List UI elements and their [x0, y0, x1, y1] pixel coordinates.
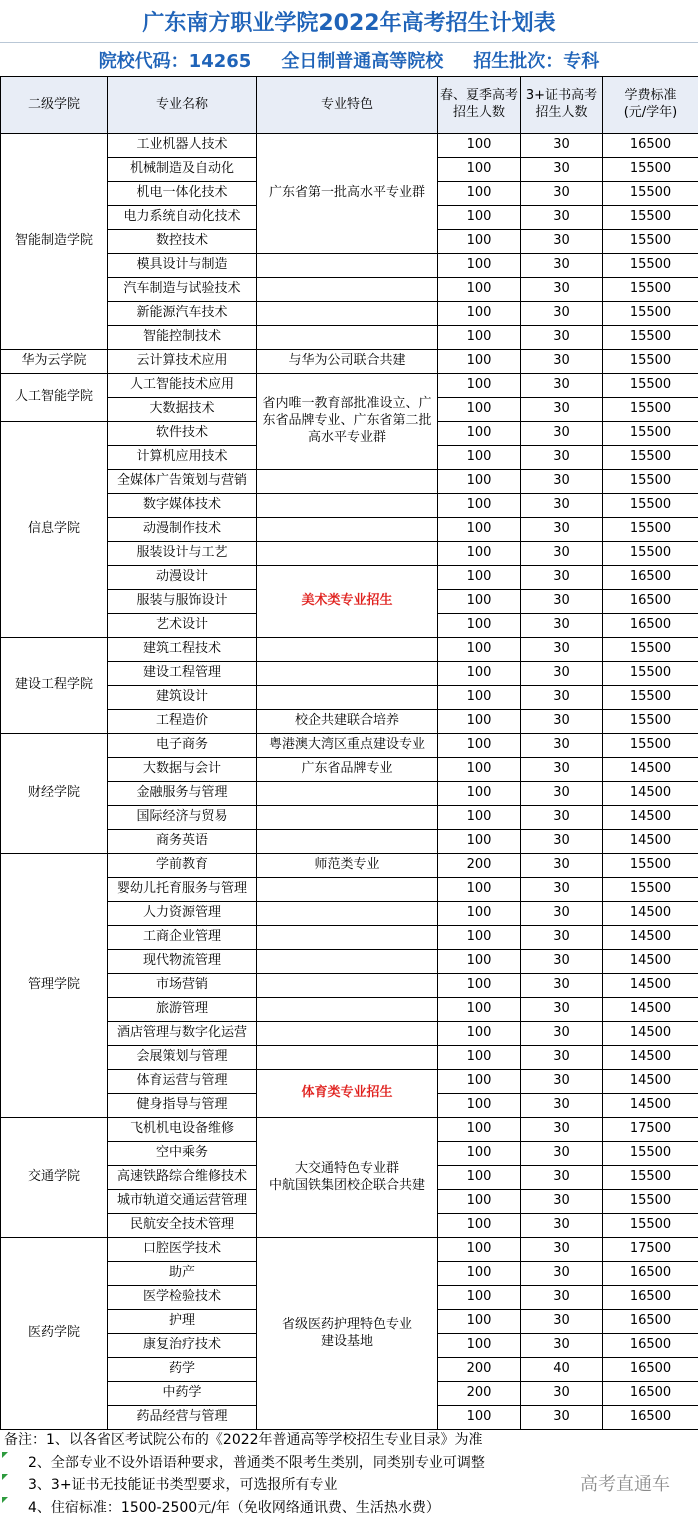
spring-summer-count-cell: 100	[438, 590, 521, 614]
spring-summer-count-cell: 100	[438, 1094, 521, 1118]
cert-count-cell: 30	[521, 374, 603, 398]
feature-cell: 粤港澳大湾区重点建设专业	[257, 734, 438, 758]
cert-count-cell: 30	[521, 254, 603, 278]
fee-cell: 16500	[603, 1358, 698, 1382]
feature-cell	[257, 806, 438, 830]
cert-count-cell: 40	[521, 1358, 603, 1382]
fee-cell: 15500	[603, 638, 698, 662]
fee-cell: 15500	[603, 422, 698, 446]
major-cell: 服装与服饰设计	[108, 590, 257, 614]
spring-summer-count-cell: 100	[438, 1190, 521, 1214]
fee-cell: 15500	[603, 446, 698, 470]
feature-cell: 校企共建联合培养	[257, 710, 438, 734]
fee-cell: 16500	[603, 1406, 698, 1430]
cert-count-cell: 30	[521, 1214, 603, 1238]
cert-count-cell: 30	[521, 614, 603, 638]
cert-count-cell: 30	[521, 590, 603, 614]
major-cell: 电力系统自动化技术	[108, 206, 257, 230]
header-cert-line1: 3+证书高考	[525, 88, 598, 104]
cert-count-cell: 30	[521, 1142, 603, 1166]
spring-summer-count-cell: 100	[438, 158, 521, 182]
cert-count-cell: 30	[521, 1238, 603, 1262]
cert-count-cell: 30	[521, 710, 603, 734]
feature-cell: 体育类专业招生	[257, 1070, 438, 1118]
spring-summer-count-cell: 100	[438, 1406, 521, 1430]
spring-summer-count-cell: 100	[438, 758, 521, 782]
major-cell: 动漫设计	[108, 566, 257, 590]
major-cell: 中药学	[108, 1382, 257, 1406]
feature-cell	[257, 974, 438, 998]
major-cell: 体育运营与管理	[108, 1070, 257, 1094]
major-cell: 大数据技术	[108, 398, 257, 422]
major-cell: 建筑工程技术	[108, 638, 257, 662]
cert-count-cell: 30	[521, 446, 603, 470]
fee-cell: 14500	[603, 902, 698, 926]
cert-count-cell: 30	[521, 1262, 603, 1286]
header-cert-line2: 招生人数	[535, 105, 588, 120]
feature-cell	[257, 1046, 438, 1070]
cert-count-cell: 30	[521, 398, 603, 422]
major-cell: 药品经营与管理	[108, 1406, 257, 1430]
cell-marker-icon	[2, 1452, 8, 1458]
admission-plan-table	[0, 76, 698, 1430]
major-cell: 建筑设计	[108, 686, 257, 710]
major-cell: 动漫制作技术	[108, 518, 257, 542]
fee-cell: 14500	[603, 974, 698, 998]
major-cell: 人工智能技术应用	[108, 374, 257, 398]
cert-count-cell: 30	[521, 1382, 603, 1406]
major-cell: 现代物流管理	[108, 950, 257, 974]
spring-summer-count-cell: 100	[438, 278, 521, 302]
spring-summer-count-cell: 100	[438, 638, 521, 662]
major-cell: 数控技术	[108, 230, 257, 254]
feature-cell	[257, 686, 438, 710]
spring-summer-count-cell: 100	[438, 1166, 521, 1190]
spring-summer-count-cell: 100	[438, 1262, 521, 1286]
fee-cell: 15500	[603, 854, 698, 878]
feature-cell	[257, 926, 438, 950]
spring-summer-count-cell: 200	[438, 1382, 521, 1406]
major-cell: 会展策划与管理	[108, 1046, 257, 1070]
cert-count-cell: 30	[521, 422, 603, 446]
spring-summer-count-cell: 100	[438, 950, 521, 974]
fee-cell: 15500	[603, 734, 698, 758]
header-major: 专业名称	[108, 77, 257, 134]
spring-summer-count-cell: 100	[438, 182, 521, 206]
spring-summer-count-cell: 100	[438, 374, 521, 398]
table-row	[1, 1238, 698, 1262]
cert-count-cell: 30	[521, 158, 603, 182]
major-cell: 机械制造及自动化	[108, 158, 257, 182]
spring-summer-count-cell: 100	[438, 446, 521, 470]
fee-cell: 16500	[603, 1262, 698, 1286]
feature-cell	[257, 782, 438, 806]
fee-cell: 16500	[603, 566, 698, 590]
spring-summer-count-cell: 100	[438, 566, 521, 590]
college-cell: 医药学院	[1, 1238, 108, 1430]
spring-summer-count-cell: 100	[438, 230, 521, 254]
fee-cell: 15500	[603, 470, 698, 494]
fee-cell: 14500	[603, 1022, 698, 1046]
spring-summer-count-cell: 100	[438, 1046, 521, 1070]
spring-summer-count-cell: 100	[438, 350, 521, 374]
spring-summer-count-cell: 100	[438, 1286, 521, 1310]
cert-count-cell: 30	[521, 1022, 603, 1046]
spring-summer-count-cell: 100	[438, 1334, 521, 1358]
fee-cell: 15500	[603, 878, 698, 902]
spring-summer-count-cell: 100	[438, 878, 521, 902]
cert-count-cell: 30	[521, 1334, 603, 1358]
fee-cell: 15500	[603, 326, 698, 350]
header-spring-summer-line1: 春、夏季高考	[439, 88, 518, 104]
major-cell: 新能源汽车技术	[108, 302, 257, 326]
cert-count-cell: 30	[521, 182, 603, 206]
cert-count-cell: 30	[521, 518, 603, 542]
spring-summer-count-cell: 100	[438, 1214, 521, 1238]
feature-cell	[257, 878, 438, 902]
major-cell: 艺术设计	[108, 614, 257, 638]
fee-cell: 16500	[603, 1310, 698, 1334]
note-4-text: 4、住宿标准：1500-2500元/年（免收网络通讯费、生活热水费）	[28, 1499, 440, 1516]
fee-cell: 16500	[603, 134, 698, 158]
fee-cell: 17500	[603, 1118, 698, 1142]
spring-summer-count-cell: 100	[438, 1118, 521, 1142]
cert-count-cell: 30	[521, 758, 603, 782]
feature-cell	[257, 998, 438, 1022]
note-2-text: 2、全部专业不设外语语种要求，普通类不限考生类别，同类别专业可调整	[28, 1454, 485, 1471]
table-row	[1, 638, 698, 662]
major-cell: 机电一体化技术	[108, 182, 257, 206]
fee-cell: 14500	[603, 1070, 698, 1094]
major-cell: 云计算技术应用	[108, 350, 257, 374]
fee-cell: 15500	[603, 518, 698, 542]
feature-cell: 省内唯一教育部批准设立、广东省品牌专业、广东省第二批高水平专业群	[257, 374, 438, 470]
feature-cell	[257, 518, 438, 542]
table-row	[1, 734, 698, 758]
fee-cell: 15500	[603, 542, 698, 566]
feature-cell: 广东省品牌专业	[257, 758, 438, 782]
fee-cell: 15500	[603, 350, 698, 374]
school-type: 全日制普通高等院校	[281, 51, 444, 72]
cert-count-cell: 30	[521, 686, 603, 710]
spring-summer-count-cell: 100	[438, 926, 521, 950]
cert-count-cell: 30	[521, 662, 603, 686]
fee-cell: 17500	[603, 1238, 698, 1262]
spring-summer-count-cell: 100	[438, 254, 521, 278]
admission-batch: 招生批次：专科	[473, 51, 600, 72]
cert-count-cell: 30	[521, 278, 603, 302]
college-cell: 交通学院	[1, 1118, 108, 1238]
college-cell: 智能制造学院	[1, 134, 108, 350]
major-cell: 旅游管理	[108, 998, 257, 1022]
spring-summer-count-cell: 100	[438, 806, 521, 830]
note-4	[0, 1497, 698, 1520]
feature-cell	[257, 1022, 438, 1046]
cert-count-cell: 30	[521, 1190, 603, 1214]
fee-cell: 14500	[603, 782, 698, 806]
major-cell: 金融服务与管理	[108, 782, 257, 806]
fee-cell: 15500	[603, 158, 698, 182]
feature-cell	[257, 278, 438, 302]
spring-summer-count-cell: 100	[438, 734, 521, 758]
spring-summer-count-cell: 100	[438, 782, 521, 806]
header-spring-summer	[438, 77, 521, 134]
major-cell: 建设工程管理	[108, 662, 257, 686]
cert-count-cell: 30	[521, 470, 603, 494]
spring-summer-count-cell: 100	[438, 902, 521, 926]
cert-count-cell: 30	[521, 230, 603, 254]
spring-summer-count-cell: 100	[438, 134, 521, 158]
cert-count-cell: 30	[521, 806, 603, 830]
spring-summer-count-cell: 100	[438, 686, 521, 710]
feature-cell	[257, 950, 438, 974]
table-row	[1, 854, 698, 878]
table-header-row	[1, 77, 698, 134]
cert-count-cell: 30	[521, 302, 603, 326]
spring-summer-count-cell: 200	[438, 854, 521, 878]
cert-count-cell: 30	[521, 1118, 603, 1142]
major-cell: 计算机应用技术	[108, 446, 257, 470]
major-cell: 飞机机电设备维修	[108, 1118, 257, 1142]
spring-summer-count-cell: 100	[438, 302, 521, 326]
cert-count-cell: 30	[521, 734, 603, 758]
cert-count-cell: 30	[521, 326, 603, 350]
fee-cell: 15500	[603, 278, 698, 302]
fee-cell: 15500	[603, 494, 698, 518]
cert-count-cell: 30	[521, 1070, 603, 1094]
feature-cell	[257, 638, 438, 662]
note-3-text: 3、3+证书无技能证书类型要求，可选报所有专业	[28, 1477, 338, 1493]
major-cell: 工程造价	[108, 710, 257, 734]
spring-summer-count-cell: 100	[438, 710, 521, 734]
major-cell: 学前教育	[108, 854, 257, 878]
spring-summer-count-cell: 100	[438, 1310, 521, 1334]
fee-cell: 14500	[603, 950, 698, 974]
major-cell: 助产	[108, 1262, 257, 1286]
cert-count-cell: 30	[521, 830, 603, 854]
spring-summer-count-cell: 100	[438, 1070, 521, 1094]
header-feature: 专业特色	[257, 77, 438, 134]
major-cell: 空中乘务	[108, 1142, 257, 1166]
header-fee-line1: 学费标准	[624, 88, 677, 104]
fee-cell: 15500	[603, 662, 698, 686]
major-cell: 数字媒体技术	[108, 494, 257, 518]
college-cell: 管理学院	[1, 854, 108, 1118]
spring-summer-count-cell: 100	[438, 662, 521, 686]
cert-count-cell: 30	[521, 542, 603, 566]
spring-summer-count-cell: 100	[438, 830, 521, 854]
spring-summer-count-cell: 100	[438, 1142, 521, 1166]
fee-cell: 16500	[603, 1286, 698, 1310]
cert-count-cell: 30	[521, 974, 603, 998]
fee-cell: 14500	[603, 926, 698, 950]
table-body	[1, 134, 698, 1430]
spring-summer-count-cell: 100	[438, 470, 521, 494]
feature-cell: 与华为公司联合共建	[257, 350, 438, 374]
cert-count-cell: 30	[521, 134, 603, 158]
major-cell: 智能控制技术	[108, 326, 257, 350]
cert-count-cell: 30	[521, 854, 603, 878]
major-cell: 工商企业管理	[108, 926, 257, 950]
cert-count-cell: 30	[521, 878, 603, 902]
spring-summer-count-cell: 100	[438, 326, 521, 350]
feature-cell: 大交通特色专业群 中航国铁集团校企联合共建	[257, 1118, 438, 1238]
cert-count-cell: 30	[521, 950, 603, 974]
spring-summer-count-cell: 100	[438, 614, 521, 638]
cert-count-cell: 30	[521, 926, 603, 950]
feature-cell	[257, 470, 438, 494]
major-cell: 高速铁路综合维修技术	[108, 1166, 257, 1190]
fee-cell: 14500	[603, 1046, 698, 1070]
feature-cell	[257, 902, 438, 926]
fee-cell: 15500	[603, 182, 698, 206]
cell-marker-icon	[2, 1497, 8, 1503]
feature-cell	[257, 542, 438, 566]
fee-cell: 15500	[603, 230, 698, 254]
spring-summer-count-cell: 100	[438, 398, 521, 422]
major-cell: 城市轨道交通运营管理	[108, 1190, 257, 1214]
fee-cell: 16500	[603, 1382, 698, 1406]
major-cell: 大数据与会计	[108, 758, 257, 782]
major-cell: 汽车制造与试验技术	[108, 278, 257, 302]
fee-cell: 14500	[603, 830, 698, 854]
college-cell: 信息学院	[1, 422, 108, 638]
college-cell: 财经学院	[1, 734, 108, 854]
cert-count-cell: 30	[521, 1166, 603, 1190]
header-spring-summer-line2: 招生人数	[452, 105, 505, 120]
cert-count-cell: 30	[521, 998, 603, 1022]
table-row	[1, 350, 698, 374]
fee-cell: 15500	[603, 686, 698, 710]
college-cell: 人工智能学院	[1, 374, 108, 422]
major-cell: 康复治疗技术	[108, 1334, 257, 1358]
fee-cell: 15500	[603, 1214, 698, 1238]
fee-cell: 15500	[603, 254, 698, 278]
fee-cell: 15500	[603, 374, 698, 398]
major-cell: 商务英语	[108, 830, 257, 854]
cert-count-cell: 30	[521, 638, 603, 662]
cert-count-cell: 30	[521, 1406, 603, 1430]
spring-summer-count-cell: 100	[438, 422, 521, 446]
college-cell: 华为云学院	[1, 350, 108, 374]
cert-count-cell: 30	[521, 1094, 603, 1118]
spring-summer-count-cell: 100	[438, 518, 521, 542]
cert-count-cell: 30	[521, 1286, 603, 1310]
major-cell: 全媒体广告策划与营销	[108, 470, 257, 494]
feature-cell	[257, 326, 438, 350]
major-cell: 酒店管理与数字化运营	[108, 1022, 257, 1046]
spring-summer-count-cell: 100	[438, 974, 521, 998]
cell-marker-icon	[2, 1474, 8, 1480]
fee-cell: 15500	[603, 398, 698, 422]
spring-summer-count-cell: 100	[438, 1022, 521, 1046]
spring-summer-count-cell: 100	[438, 1238, 521, 1262]
cert-count-cell: 30	[521, 1310, 603, 1334]
major-cell: 民航安全技术管理	[108, 1214, 257, 1238]
header-fee-line2: (元/学年)	[623, 105, 678, 120]
fee-cell: 15500	[603, 710, 698, 734]
fee-cell: 16500	[603, 614, 698, 638]
fee-cell: 14500	[603, 806, 698, 830]
major-cell: 市场营销	[108, 974, 257, 998]
header-fee	[603, 77, 698, 134]
table-row	[1, 134, 698, 158]
spring-summer-count-cell: 100	[438, 206, 521, 230]
fee-cell: 15500	[603, 1190, 698, 1214]
table-row	[1, 374, 698, 398]
major-cell: 药学	[108, 1358, 257, 1382]
note-1: 备注：1、以各省区考试院公布的《2022年普通高等学校招生专业目录》为准	[4, 1432, 483, 1448]
feature-cell: 师范类专业	[257, 854, 438, 878]
header-cert	[521, 77, 603, 134]
cert-count-cell: 30	[521, 566, 603, 590]
major-cell: 电子商务	[108, 734, 257, 758]
spring-summer-count-cell: 100	[438, 494, 521, 518]
feature-cell	[257, 254, 438, 278]
fee-cell: 15500	[603, 206, 698, 230]
school-code: 院校代码：14265	[98, 51, 252, 72]
spring-summer-count-cell: 100	[438, 542, 521, 566]
major-cell: 口腔医学技术	[108, 1238, 257, 1262]
feature-cell: 广东省第一批高水平专业群	[257, 134, 438, 254]
fee-cell: 16500	[603, 590, 698, 614]
major-cell: 医学检验技术	[108, 1286, 257, 1310]
fee-cell: 14500	[603, 758, 698, 782]
feature-cell	[257, 494, 438, 518]
feature-cell	[257, 830, 438, 854]
fee-cell: 15500	[603, 1166, 698, 1190]
major-cell: 健身指导与管理	[108, 1094, 257, 1118]
fee-cell: 16500	[603, 1334, 698, 1358]
spring-summer-count-cell: 200	[438, 1358, 521, 1382]
feature-cell: 美术类专业招生	[257, 566, 438, 638]
cert-count-cell: 30	[521, 350, 603, 374]
major-cell: 工业机器人技术	[108, 134, 257, 158]
major-cell: 模具设计与制造	[108, 254, 257, 278]
cert-count-cell: 30	[521, 782, 603, 806]
page-title: 广东南方职业学院2022年高考招生计划表	[142, 10, 556, 36]
cert-count-cell: 30	[521, 494, 603, 518]
fee-cell: 15500	[603, 1142, 698, 1166]
cert-count-cell: 30	[521, 1046, 603, 1070]
feature-cell: 省级医药护理特色专业 建设基地	[257, 1238, 438, 1430]
spring-summer-count-cell: 100	[438, 998, 521, 1022]
major-cell: 软件技术	[108, 422, 257, 446]
feature-cell	[257, 302, 438, 326]
watermark: 高考直通车	[580, 1474, 670, 1495]
fee-cell: 14500	[603, 1094, 698, 1118]
cert-count-cell: 30	[521, 902, 603, 926]
major-cell: 婴幼儿托育服务与管理	[108, 878, 257, 902]
major-cell: 人力资源管理	[108, 902, 257, 926]
major-cell: 护理	[108, 1310, 257, 1334]
fee-cell: 15500	[603, 302, 698, 326]
feature-cell	[257, 662, 438, 686]
header-college: 二级学院	[1, 77, 108, 134]
table-row	[1, 1118, 698, 1142]
major-cell: 服装设计与工艺	[108, 542, 257, 566]
major-cell: 国际经济与贸易	[108, 806, 257, 830]
subtitle-bar	[0, 42, 698, 77]
college-cell: 建设工程学院	[1, 638, 108, 734]
fee-cell: 14500	[603, 998, 698, 1022]
cert-count-cell: 30	[521, 206, 603, 230]
